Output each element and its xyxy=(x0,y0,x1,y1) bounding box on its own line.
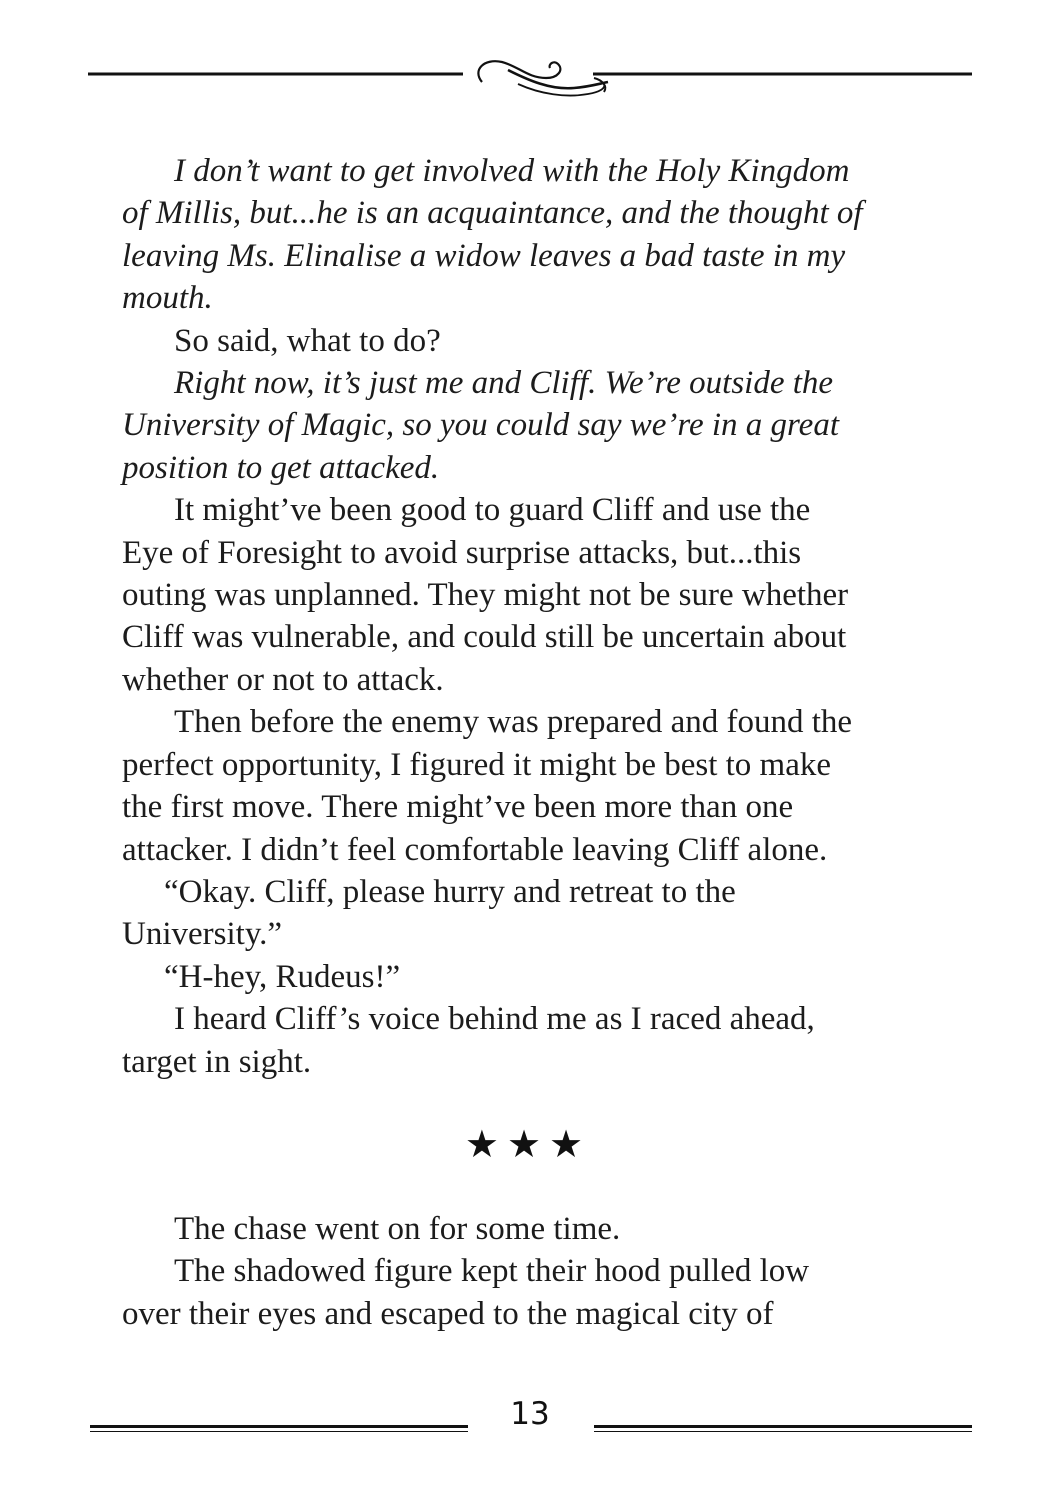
text-line: whether or not to attack. xyxy=(122,661,444,698)
text-line: leaving Ms. Elinalise a widow leaves a bad taste in my xyxy=(122,237,846,274)
text-line: University of Magic, so you could say we’re in a great xyxy=(122,407,839,444)
text-line: Eye of Foresight to avoid surprise attacks, but...this xyxy=(122,534,802,571)
header-ornament xyxy=(88,48,972,108)
text-line: target in sight. xyxy=(122,1043,312,1080)
text-line: I don’t want to get involved with the Holy Kingdom xyxy=(174,153,850,189)
text-line: of Millis, but...he is an acquaintance, and the thought of xyxy=(122,195,863,232)
text-line: Then before the enemy was prepared and found the xyxy=(174,704,853,741)
text-line: mouth. xyxy=(122,280,213,317)
footer-rule-left xyxy=(90,1425,468,1428)
text-line: outing was unplanned. They might not be sure whether xyxy=(122,577,849,614)
text-line: perfect opportunity, I figured it might be best to make xyxy=(122,746,832,783)
page-number: 13 xyxy=(510,1396,550,1432)
text-line: It might’ve been good to guard Cliff and use the xyxy=(174,492,811,529)
text-line: “Okay. Cliff, please hurry and retreat to the xyxy=(164,873,736,910)
body-text-continued xyxy=(122,1208,952,1335)
footer-rule-left-thin xyxy=(90,1431,468,1432)
text-line: “H-hey, Rudeus!” xyxy=(164,958,401,995)
text-line: the first move. There might’ve been more than one xyxy=(122,789,794,826)
text-line: attacker. I didn’t feel comfortable leaving Cliff alone. xyxy=(122,831,828,868)
body-text xyxy=(122,150,952,1083)
text-line: So said, what to do? xyxy=(174,322,441,359)
text-line: The chase went on for some time. xyxy=(174,1211,621,1247)
text-line: over their eyes and escaped to the magical city of xyxy=(122,1295,774,1332)
footer-rule-right xyxy=(594,1425,972,1428)
scene-break-stars: ★★★ xyxy=(464,1122,592,1166)
text-line: Right now, it’s just me and Cliff. We’re outside the xyxy=(174,365,834,402)
text-line: University.” xyxy=(122,916,283,953)
text-line: position to get attacked. xyxy=(122,449,440,486)
text-line: The shadowed figure kept their hood pulled low xyxy=(174,1253,810,1290)
footer-rule-right-thin xyxy=(594,1431,972,1432)
text-line: I heard Cliff’s voice behind me as I raced ahead, xyxy=(174,1001,815,1038)
text-line: Cliff was vulnerable, and could still be uncertain about xyxy=(122,619,847,656)
